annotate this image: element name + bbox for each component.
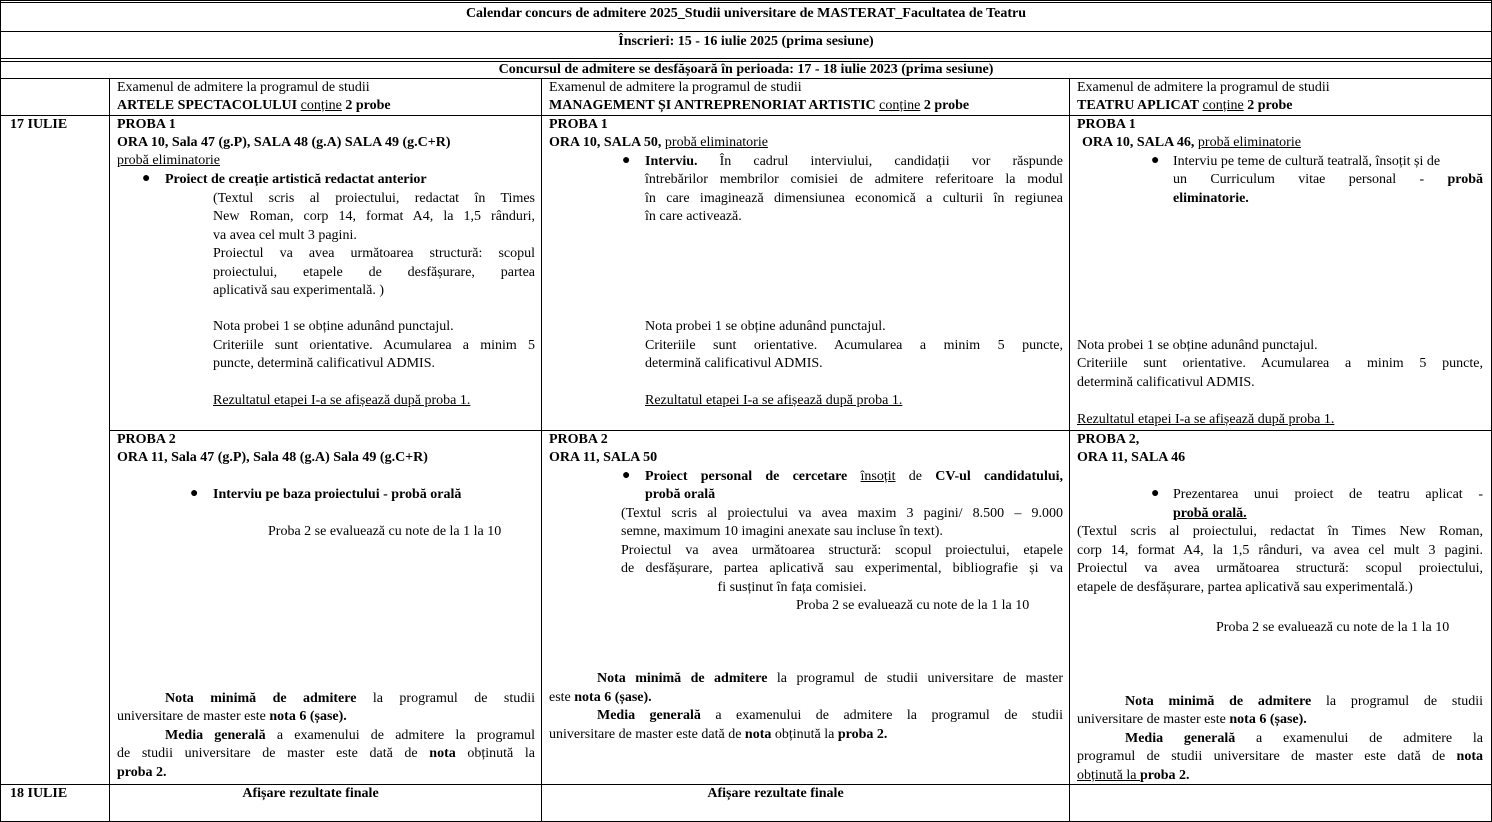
col3-proba2-eval: Proba 2 se evaluează cu note de la 1 la 10 — [1216, 620, 1450, 635]
col2-proba1-bullet-l1: Interviu. În cadrul interviului, candidații vor răspunde — [645, 154, 1063, 169]
bullet-icon: ● — [622, 468, 631, 483]
col1-proba1-title: PROBA 1 — [117, 117, 176, 132]
col2-proba1-rezultat: Rezultatul etapei I-a se afișează după proba 1. — [645, 393, 903, 408]
col1-proba2-ora: ORA 11, Sala 47 (g.P), Sala 48 (g.A) Sala 49 (g.C+R) — [117, 450, 428, 465]
col3-proba1-bullet-l1: Interviu pe teme de cultură teatrală, însoțit și de — [1173, 154, 1441, 169]
col1-nota-min-line2: universitare de master este nota 6 (șase). — [117, 709, 347, 724]
col2-proba2-ora: ORA 11, SALA 50 — [549, 450, 658, 465]
col2-proba2-title: PROBA 2 — [549, 432, 608, 447]
col3-proba2-text-3: etapele de desfășurare, partea aplicativă sau experimentală.) — [1077, 580, 1413, 595]
col2-nota-min-line1: Nota minimă de admitere la programul de studii universitare de master — [597, 671, 1063, 686]
col3-proba1-bullet-l3: eliminatorie. — [1173, 191, 1249, 206]
col1-proba2-bullet: Interviu pe baza proiectului - probă orală — [213, 487, 462, 502]
col1-proba1-bullet: Proiect de creație artistică redactat anterior — [165, 172, 427, 187]
col1-proba1-text-5: aplicativă sau experimentală. ) — [213, 283, 385, 298]
col1-proba2-eval: Proba 2 se evaluează cu note de la 1 la 10 — [268, 524, 502, 539]
col2-proba1-nota-1: Criteriile sunt orientative. Acumularea a minim 5 puncte, — [645, 338, 1063, 353]
concurs-period: Concursul de admitere se desfășoară în perioada: 17 - 18 iulie 2023 (prima sesiune) — [498, 62, 994, 77]
inscrieri-dates: Înscrieri: 15 - 16 iulie 2025 (prima sesiune) — [618, 34, 874, 49]
col3-proba2-bullet-l1: Prezentarea unui proiect de teatru aplicat - — [1173, 487, 1483, 502]
bullet-icon: ● — [1151, 153, 1160, 168]
bullet-icon: ● — [622, 153, 631, 168]
col1-media-line1: Media generală a examenului de admitere la programul — [165, 728, 536, 743]
col3-proba2-bullet-l2: probă orală. — [1173, 506, 1247, 521]
col2-proba1-nota-0: Nota probei 1 se obține adunând punctajul. — [645, 319, 886, 334]
col1-proba1-nota-1: Criteriile sunt orientative. Acumularea a minim 5 — [213, 338, 535, 353]
col2-proba1-nota-2: determină calificativul ADMIS. — [645, 356, 823, 371]
col1-proba1-rezultat: Rezultatul etapei I-a se afișează după proba 1. — [213, 393, 471, 408]
col2-proba1-bullet-l3: în care imaginează dimensiunea economică a culturii în regiunea — [645, 191, 1063, 206]
col2-proba1-ora-line: ORA 10, SALA 50, probă eliminatorie — [549, 135, 768, 150]
col3-media-line1: Media generală a examenului de admitere la — [1125, 731, 1483, 746]
col2-proba1-bullet-l4: în care activează. — [645, 209, 742, 224]
day-18-iulie: 18 IULIE — [10, 786, 68, 801]
program-2-intro: Examenul de admitere la programul de studii — [549, 80, 802, 95]
col1-media-line2: de studii universitare de master este dată de nota obținută la — [117, 746, 535, 761]
col3-proba1-nota-0: Nota probei 1 se obține adunând punctajul. — [1077, 338, 1318, 353]
col3-media-line2: programul de studii universitare de master este dată de nota — [1077, 749, 1483, 764]
col2-media-line2: universitare de master este dată de nota obținută la proba 2. — [549, 727, 888, 742]
col2-nota-min-line2: este nota 6 (șase). — [549, 690, 652, 705]
col2-proba2-text-3: de desfășurare, partea aplicativă sau experimental, bibliografie și va — [621, 561, 1063, 576]
col2-final-results: Afișare rezultate finale — [707, 786, 844, 801]
program-1-name-line: ARTELE SPECTACOLULUI conține 2 probe — [117, 98, 391, 113]
col3-nota-min-line1: Nota minimă de admitere la programul de studii — [1125, 694, 1483, 709]
col3-proba2-text-2: Proiectul va avea următoarea structură: scopul proiectului, — [1077, 561, 1483, 576]
col2-media-line1: Media generală a examenului de admitere la programul de studii — [597, 708, 1064, 723]
col2-proba2-text-4: fi susținut în fața comisiei. — [717, 580, 867, 595]
bullet-icon: ● — [142, 171, 151, 186]
col2-proba2-eval: Proba 2 se evaluează cu note de la 1 la 10 — [796, 598, 1030, 613]
col3-proba1-title: PROBA 1 — [1077, 117, 1136, 132]
col1-proba1-text-4: proiectului, etapele de desfășurare, partea — [213, 265, 535, 280]
col3-proba1-ora-line: ORA 10, SALA 46, probă eliminatorie — [1082, 135, 1301, 150]
col1-proba1-nota-0: Nota probei 1 se obține adunând punctajul. — [213, 319, 454, 334]
col3-proba2-title: PROBA 2, — [1077, 432, 1140, 447]
col3-nota-min-line2: universitare de master este nota 6 (șase). — [1077, 712, 1307, 727]
col3-proba2-ora: ORA 11, SALA 46 — [1077, 450, 1186, 465]
bullet-icon: ● — [190, 486, 199, 501]
col3-proba2-text-1: corp 14, format A4, la 1,5 rânduri, va avea cel mult 3 pagini. — [1077, 543, 1483, 558]
col1-proba1-text-2: va avea cel mult 3 pagini. — [213, 228, 357, 243]
col1-proba1-elim: probă eliminatorie — [117, 153, 221, 168]
col1-proba1-text-3: Proiectul va avea următoarea structură: scopul — [213, 246, 535, 261]
col1-final-results: Afișare rezultate finale — [242, 786, 379, 801]
col3-proba1-rezultat: Rezultatul etapei I-a se afișează după proba 1. — [1077, 412, 1335, 427]
col1-proba1-nota-2: puncte, determină calificativul ADMIS. — [213, 356, 435, 371]
col1-media-line3: proba 2. — [117, 765, 167, 780]
col1-nota-min-line1: Nota minimă de admitere la programul de studii — [165, 691, 535, 706]
col3-proba1-nota-2: determină calificativul ADMIS. — [1077, 375, 1255, 390]
col3-proba2-text-0: (Textul scris al proiectului, redactat în Times New Roman, — [1077, 524, 1483, 539]
program-2-name-line: MANAGEMENT ȘI ANTREPRENORIAT ARTISTIC conține 2 probe — [549, 98, 970, 113]
day-17-iulie: 17 IULIE — [10, 117, 68, 132]
col2-proba2-bullet-l1: Proiect personal de cercetare însoțit de CV-ul candidatului, — [645, 469, 1064, 484]
col3-media-line3: obținută la proba 2. — [1077, 768, 1190, 783]
program-3-name-line: TEATRU APLICAT conține 2 probe — [1077, 98, 1293, 113]
page-title: Calendar concurs de admitere 2025_Studii universitare de MASTERAT_Facultatea de Teatru — [465, 6, 1027, 21]
col1-proba2-title: PROBA 2 — [117, 432, 176, 447]
col1-proba1-text-0: (Textul scris al proiectului, redactat în Times — [213, 191, 535, 206]
col2-proba2-text-0: (Textul scris al proiectului va avea maxim 3 pagini/ 8.500 – 9.000 — [621, 506, 1063, 521]
col2-proba2-text-1: semne, maximum 10 imagini anexate sau incluse în text). — [621, 524, 943, 539]
col1-proba1-ora: ORA 10, Sala 47 (g.P), SALA 48 (g.A) SALA 49 (g.C+R) — [117, 135, 451, 150]
col2-proba1-title: PROBA 1 — [549, 117, 608, 132]
col3-proba1-nota-1: Criteriile sunt orientative. Acumularea a minim 5 puncte, — [1077, 356, 1483, 371]
col2-proba1-bullet-l2: întrebărilor membrilor comisiei de admitere referitoare la modul — [645, 172, 1063, 187]
col1-proba1-text-1: New Roman, corp 14, format A4, la 1,5 rânduri, — [213, 209, 535, 224]
program-3-intro: Examenul de admitere la programul de studii — [1077, 80, 1330, 95]
col3-proba1-bullet-l2: un Curriculum vitae personal - probă — [1173, 172, 1484, 187]
bullet-icon: ● — [1151, 486, 1160, 501]
col2-proba2-text-2: Proiectul va avea următoarea structură: scopul proiectului, etapele — [621, 543, 1063, 558]
col2-proba2-bullet-l2: probă orală — [645, 487, 716, 502]
program-1-intro: Examenul de admitere la programul de studii — [117, 80, 370, 95]
